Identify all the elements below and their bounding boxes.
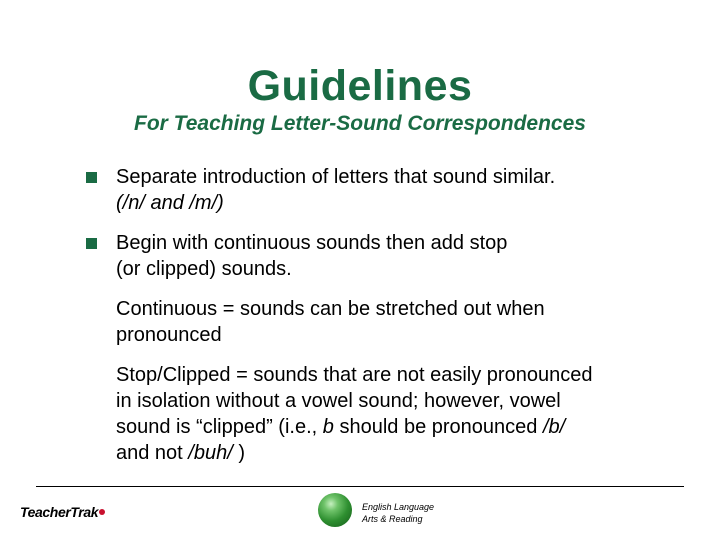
definition-text-line: in isolation without a vowel sound; however, vowel	[116, 390, 561, 412]
footer-divider	[36, 486, 684, 487]
department-label	[362, 501, 434, 525]
example-sound: /buh/	[188, 442, 233, 464]
definition-fragment: )	[232, 442, 245, 464]
slide-title: Guidelines	[247, 62, 473, 110]
logo-text-trak: Trak	[70, 504, 99, 520]
logo-dot-icon	[99, 509, 105, 515]
definition-text-line: Stop/Clipped = sounds that are not easily pronounced	[116, 364, 593, 386]
bullet-text-line: (or clipped) sounds.	[116, 258, 292, 280]
example-letter: b	[322, 416, 334, 438]
definition-fragment: should be pronounced	[333, 416, 543, 438]
definition-text-line: Continuous = sounds can be stretched out when	[116, 298, 545, 320]
green-sphere-icon	[318, 493, 352, 527]
continuous-definition	[86, 296, 696, 348]
department-line: Arts & Reading	[362, 514, 423, 524]
definition-fragment: and not	[116, 442, 189, 464]
definition-text-line	[116, 414, 696, 440]
square-bullet-icon	[86, 172, 97, 183]
stop-definition	[86, 362, 696, 466]
logo-text-teacher: Teacher	[20, 504, 71, 520]
bullet-item-continuous-first	[86, 230, 696, 282]
bullet-text-line: Separate introduction of letters that sound similar.	[116, 166, 556, 188]
department-line: English Language	[362, 502, 435, 512]
slide-subtitle: For Teaching Letter-Sound Correspondences	[134, 112, 586, 135]
slide-content	[86, 164, 696, 480]
example-sound: /b/	[542, 416, 566, 438]
square-bullet-icon	[86, 238, 97, 249]
definition-text-line: pronounced	[116, 324, 222, 346]
bullet-text-line: (/n/ and /m/)	[116, 192, 224, 214]
definition-text-line	[116, 440, 696, 466]
bullet-item-similar-sounds	[86, 164, 696, 216]
definition-fragment: sound is “clipped” (i.e.,	[116, 416, 323, 438]
bullet-text-line: Begin with continuous sounds then add stop	[116, 232, 508, 254]
teachertrak-logo	[20, 504, 105, 520]
